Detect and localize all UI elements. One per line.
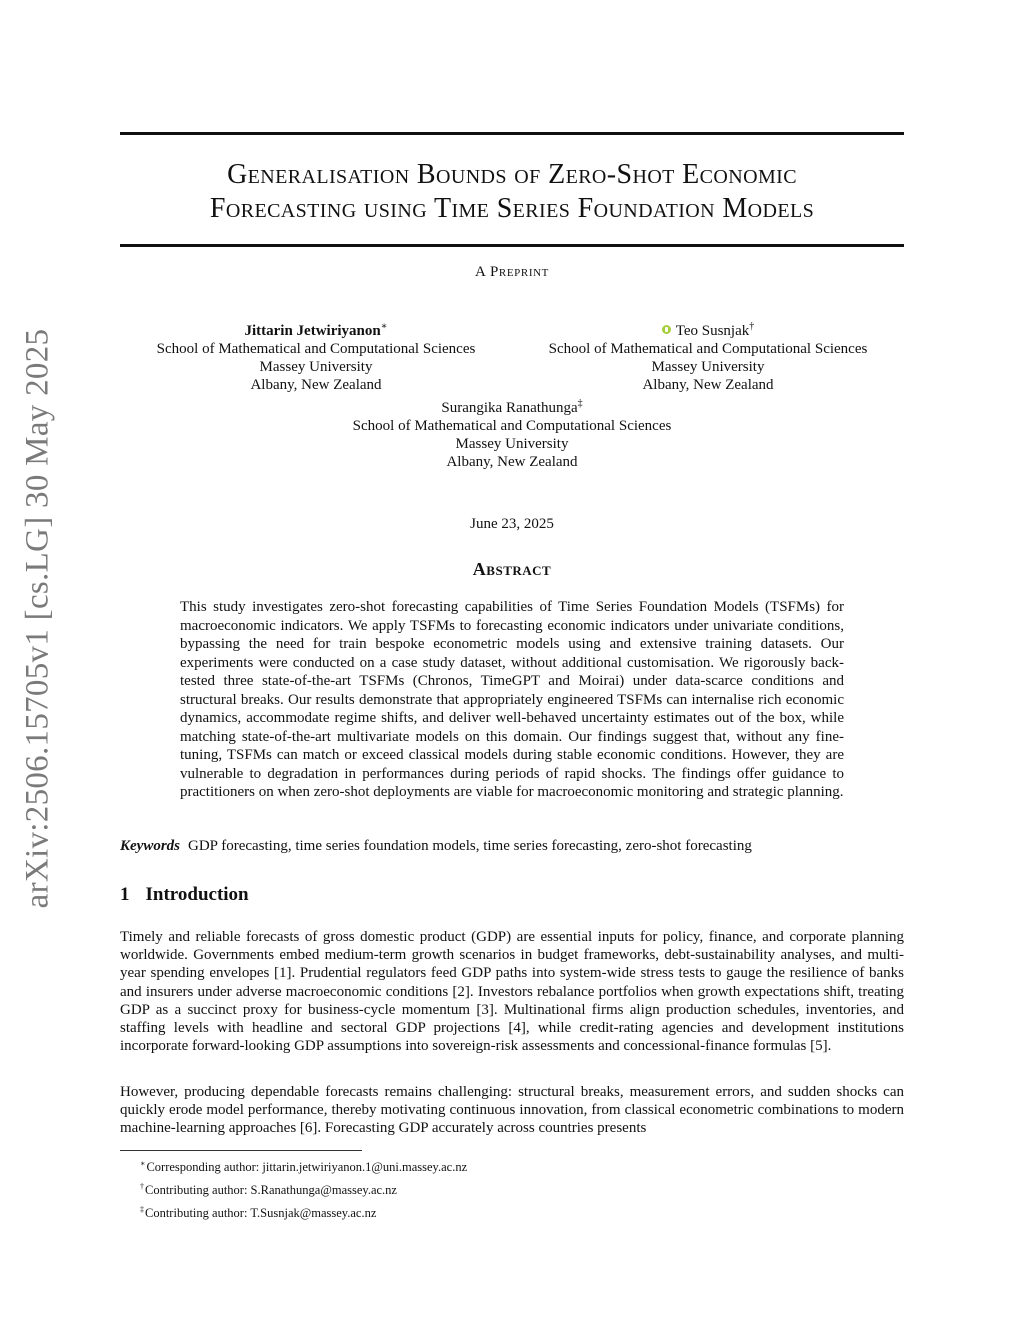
- paper-title: [120, 158, 904, 226]
- orcid-icon[interactable]: [662, 325, 671, 334]
- footnote-text: Corresponding author: jittarin.jetwiriyanon.1@uni.massey.ac.nz: [146, 1160, 468, 1175]
- author-block-1: [120, 318, 512, 394]
- section-number: 1: [120, 884, 130, 905]
- keywords-label: Keywords: [120, 838, 180, 854]
- title-line-2: Forecasting using Time Series Foundation Models: [209, 193, 815, 224]
- author-block-3: [120, 395, 904, 471]
- author-location: Albany, New Zealand: [250, 377, 382, 393]
- abstract-body: This study investigates zero-shot forecasting capabilities of Time Series Foundation Models (TSFMs) for macroeconomic indicators. We apply TSFMs to forecasting economic indicators under univariate conditions, bypassing the need for train bespoke econometric models using and extensive training datasets. Our experiments were conducted on a case study dataset, without additional customisation. We rigorously back-tested three state-of-the-art TSFMs (Chronos, TimeGPT and Moirai) under data-scarce conditions and structural breaks. Our results demonstrate that appropriately engineered TSFMs can internalise rich economic dynamics, accommodate regime shifts, and deliver well-behaved uncertainty estimates out of the box, while matching state-of-the-art multivariate models on this domain. Our findings suggest that, without any fine-tuning, TSFMs can match or exceed classical models during stable economic conditions. However, they are vulnerable to degradation in performances during periods of rapid shocks. The findings offer guidance to practitioners on when zero-shot deployments are viable for macroeconomic monitoring and strategic planning.: [180, 599, 844, 800]
- author-dept: School of Mathematical and Computational Sciences: [352, 418, 672, 434]
- author-university: Massey University: [651, 359, 765, 375]
- intro-paragraph-2: However, producing dependable forecasts remains challenging: structural breaks, measurement errors, and sudden shocks can quickly erode model performance, thereby motivating continuous innovation, from classical econometric combinations to modern machine-learning approaches [6]. Forecasting GDP accurately across countries presents: [120, 1084, 904, 1137]
- abstract-heading: Abstract: [472, 559, 552, 579]
- footnote-3: [140, 1200, 467, 1223]
- title-bottom-rule: [120, 244, 904, 247]
- author-mark: ‡: [577, 398, 583, 409]
- title-top-rule: [120, 132, 904, 135]
- footnote-mark: ∗: [140, 1159, 146, 1168]
- keywords-text: GDP forecasting, time series foundation models, time series forecasting, zero-shot forecasting: [188, 838, 752, 854]
- author-location: Albany, New Zealand: [642, 377, 774, 393]
- footnotes: [140, 1154, 467, 1223]
- author-university: Massey University: [455, 436, 569, 452]
- section-title: Introduction: [145, 884, 249, 905]
- paper-date: June 23, 2025: [470, 516, 554, 532]
- author-mark: ∗: [380, 321, 388, 332]
- footnote-text: Contributing author: T.Susnjak@massey.ac.nz: [145, 1206, 377, 1221]
- section-heading: [120, 884, 249, 906]
- author-location: Albany, New Zealand: [446, 454, 578, 470]
- footnote-rule: [120, 1150, 362, 1151]
- arxiv-stamp-text: arXiv:2506.15705v1 [cs.LG] 30 May 2025: [19, 328, 56, 908]
- author-university: Massey University: [259, 359, 373, 375]
- footnote-1: [140, 1154, 467, 1177]
- author-dept: School of Mathematical and Computational Sciences: [156, 341, 476, 357]
- intro-paragraph-1: Timely and reliable forecasts of gross domestic product (GDP) are essential inputs for policy, finance, and corporate planning worldwide. Governments embed medium-term growth scenarios in budget frameworks, debt-sustainability analyses, and multi-year spending envelopes [1]. Prudential regulators feed GDP paths into system-wide stress tests to gauge the resilience of banks and insurers under adverse macroeconomic conditions [2]. Investors rebalance portfolios when growth expectations shift, treating GDP as a succinct proxy for business-cycle momentum [3]. Multinational firms align production schedules, inventories, and staffing levels with headline and sectoral GDP projections [4], while credit-rating agencies and development institutions incorporate forward-looking GDP assumptions into sovereign-risk assessments and concessional-finance formulas [5].: [120, 929, 904, 1055]
- author-mark: †: [749, 321, 755, 332]
- footnote-mark: †: [140, 1182, 144, 1192]
- author-name: Surangika Ranathunga: [441, 400, 578, 416]
- footnote-2: [140, 1177, 467, 1200]
- author-dept: School of Mathematical and Computational Sciences: [548, 341, 868, 357]
- author-block-2: [512, 318, 904, 394]
- footnote-text: Contributing author: S.Ranathunga@massey.ac.nz: [145, 1183, 397, 1198]
- footnote-mark: ‡: [140, 1205, 144, 1215]
- author-name: Jittarin Jetwiriyanon: [244, 323, 381, 339]
- preprint-label: A Preprint: [475, 264, 549, 280]
- keywords-line: [120, 838, 904, 855]
- arxiv-stamp: [16, 268, 60, 968]
- author-name: Teo Susnjak: [675, 323, 750, 339]
- title-line-1: Generalisation Bounds of Zero-Shot Economic: [227, 159, 797, 190]
